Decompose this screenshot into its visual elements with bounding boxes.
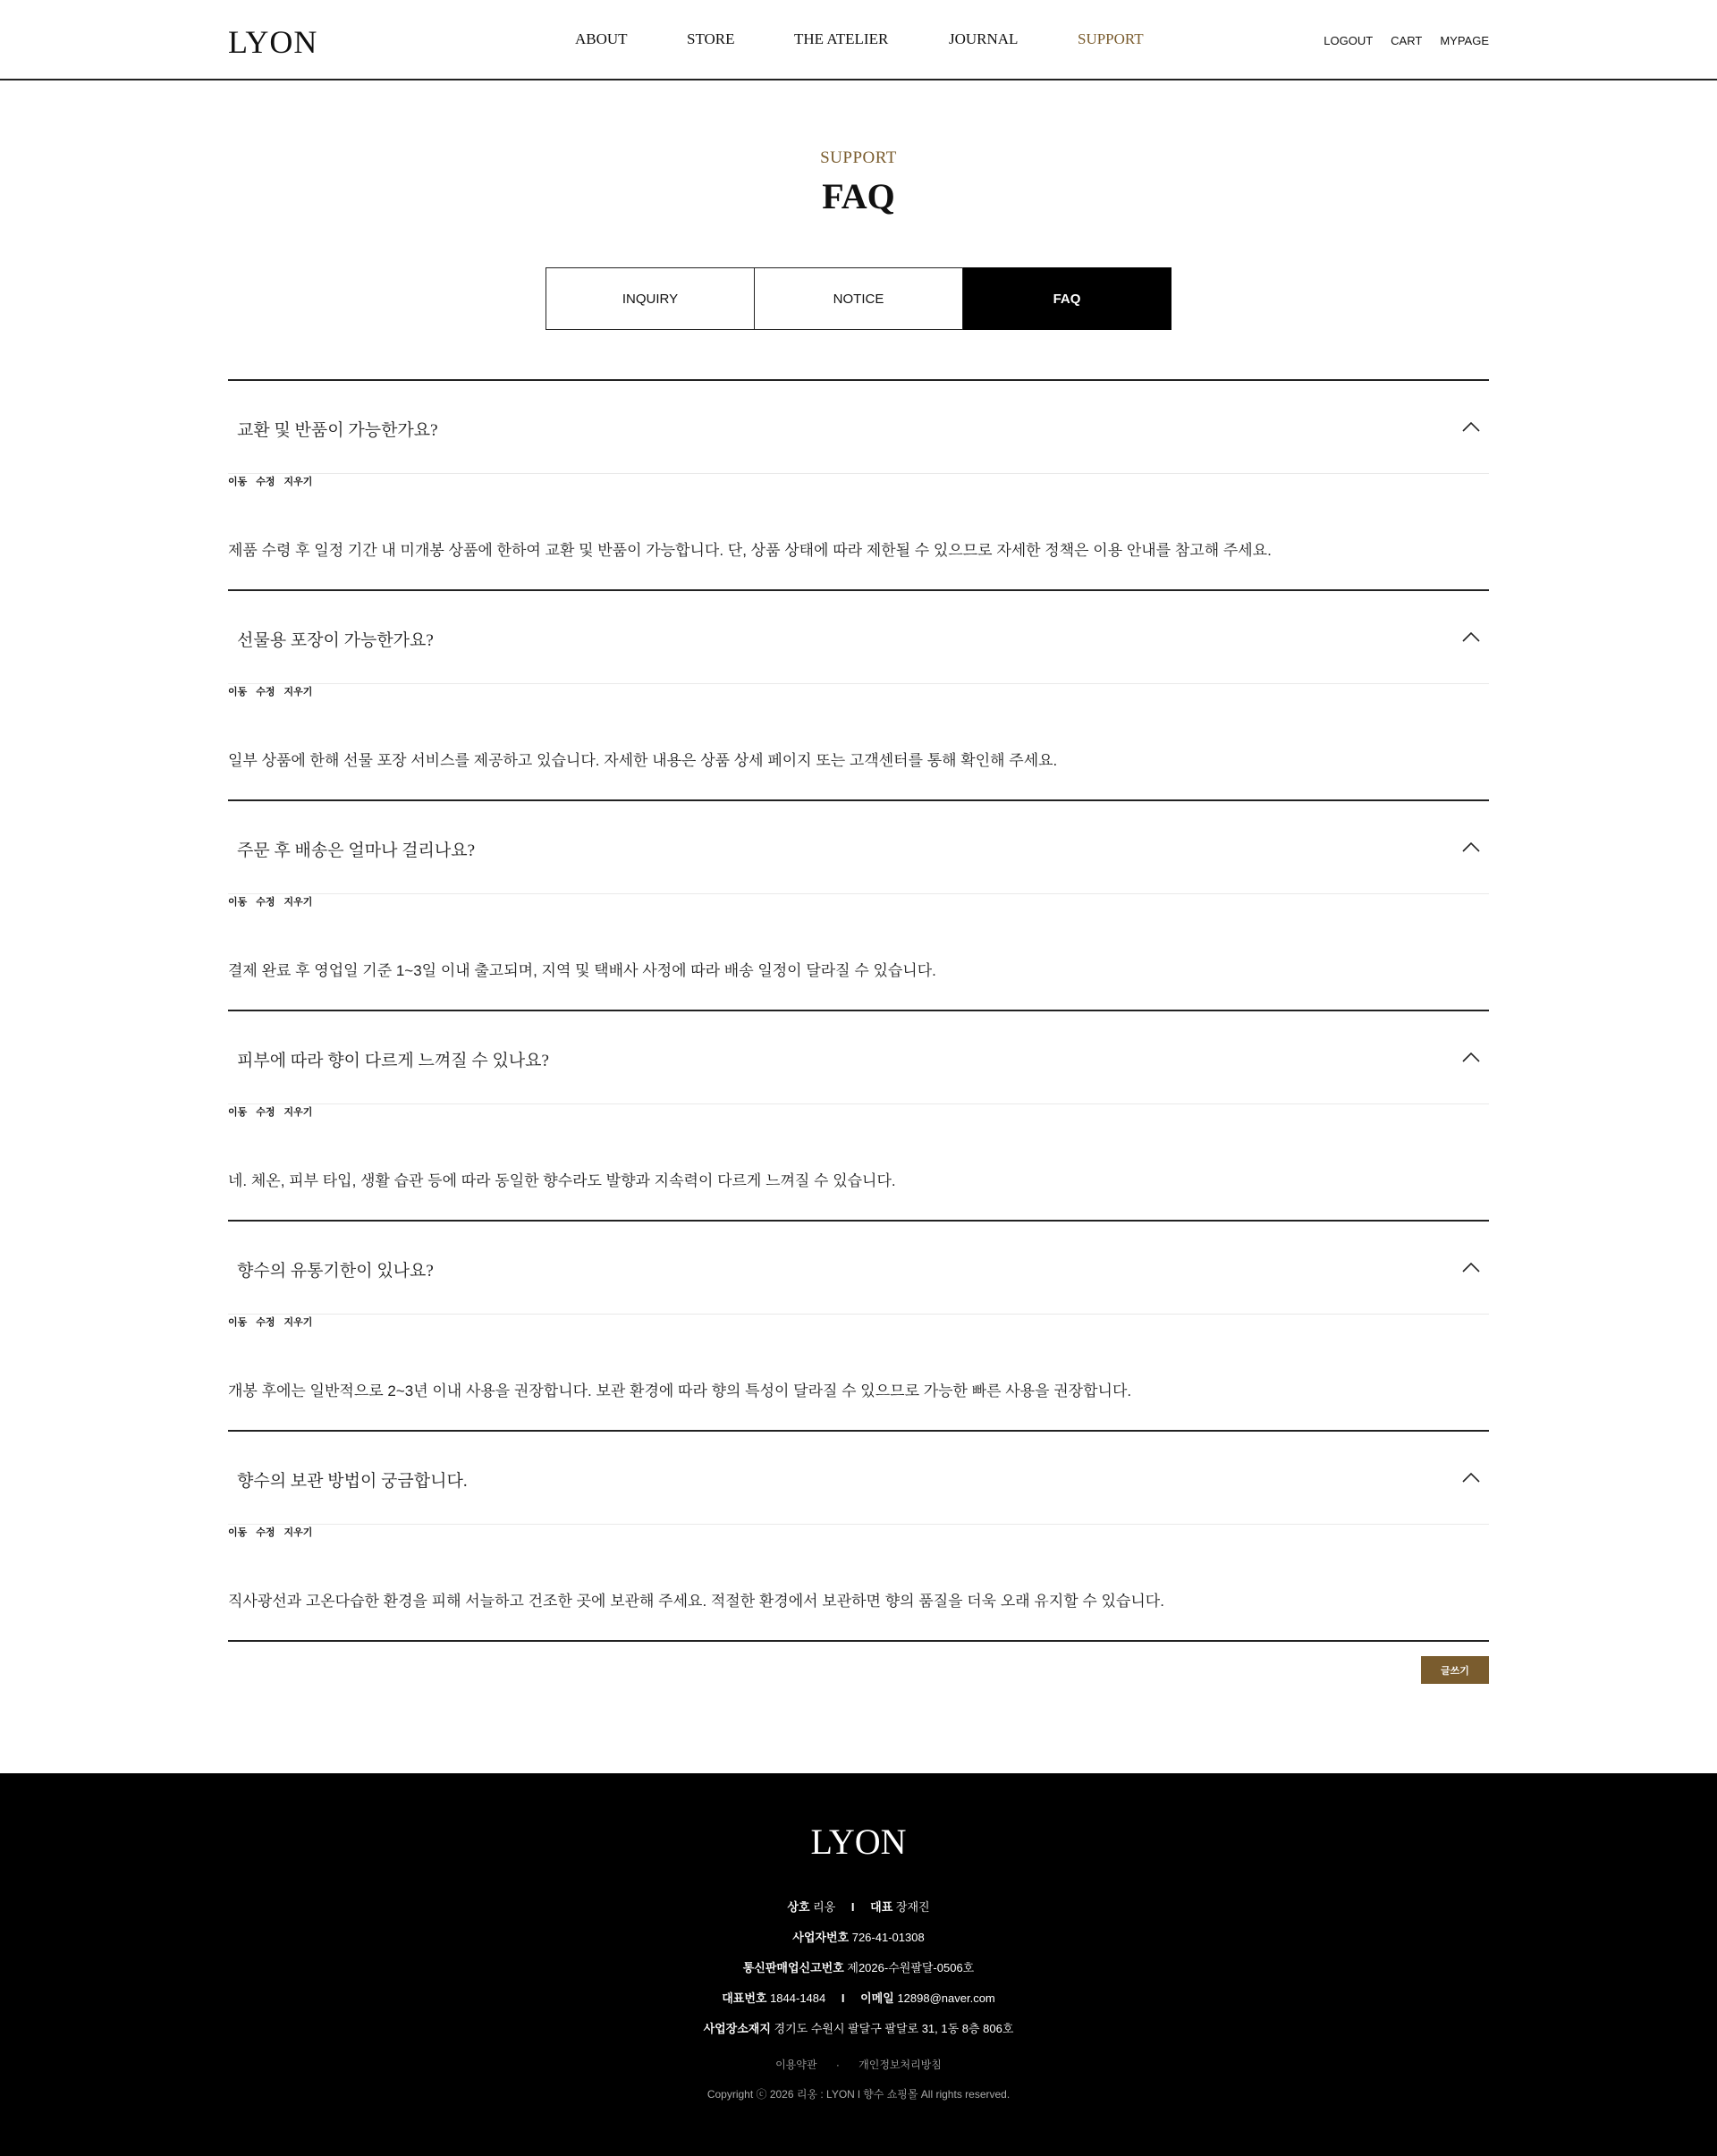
tab-notice[interactable]: NOTICE (755, 267, 963, 330)
tel-value: 1844-1484 (770, 1991, 826, 2005)
faq-question-toggle[interactable] (228, 381, 1489, 474)
write-button[interactable]: 글쓰기 (1421, 1656, 1489, 1684)
faq-question-toggle[interactable] (228, 801, 1489, 894)
move-link[interactable]: 이동 (228, 687, 248, 698)
faq-item (228, 1432, 1489, 1642)
nav-journal[interactable]: JOURNAL (949, 30, 1019, 47)
delete-link[interactable]: 지우기 (283, 1107, 313, 1118)
chevron-up-icon (1462, 1261, 1480, 1273)
chevron-up-icon (1462, 420, 1480, 433)
faq-question: 주문 후 배송은 얼마나 걸리나요? (237, 841, 476, 860)
footer-links (0, 2057, 1717, 2072)
mypage-link[interactable]: MYPAGE (1440, 34, 1489, 47)
delete-link[interactable]: 지우기 (283, 1317, 313, 1328)
mailorder-value: 제2026-수원팔달-0506호 (847, 1961, 975, 1974)
site-logo[interactable]: LYON (228, 24, 318, 60)
move-link[interactable]: 이동 (228, 1527, 248, 1538)
faq-question: 선물용 포장이 가능한가요? (237, 631, 434, 650)
site-footer (0, 1773, 1717, 2156)
delete-link[interactable]: 지우기 (283, 477, 313, 487)
edit-link[interactable]: 수정 (256, 477, 275, 487)
faq-item (228, 1222, 1489, 1432)
email-value: 12898@naver.com (897, 1991, 995, 2005)
tab-inquiry[interactable]: INQUIRY (546, 267, 755, 330)
admin-actions (228, 1104, 312, 1119)
link-separator: · (835, 2059, 840, 2071)
faq-item (228, 381, 1489, 591)
edit-link[interactable]: 수정 (256, 687, 275, 698)
faq-question-toggle[interactable] (228, 1222, 1489, 1315)
move-link[interactable]: 이동 (228, 477, 248, 487)
footer-logo: LYON (810, 1822, 907, 1862)
address-label: 사업장소재지 (703, 2022, 771, 2035)
footer-bizno-line (0, 1928, 1717, 1945)
footer-contact-line (0, 1989, 1717, 2006)
terms-link[interactable]: 이용약관 (775, 2059, 817, 2071)
edit-link[interactable]: 수정 (256, 1107, 275, 1118)
company-label: 상호 (787, 1900, 810, 1914)
delete-link[interactable]: 지우기 (283, 687, 313, 698)
chevron-up-icon (1462, 841, 1480, 853)
edit-link[interactable]: 수정 (256, 1527, 275, 1538)
faq-answer: 일부 상품에 한해 선물 포장 서비스를 제공하고 있습니다. 자세한 내용은 상품 상세 페이지 또는 고객센터를 통해 확인해 주세요. (228, 752, 1058, 769)
move-link[interactable]: 이동 (228, 1317, 248, 1328)
edit-link[interactable]: 수정 (256, 897, 275, 908)
faq-question-toggle[interactable] (228, 591, 1489, 684)
separator: I (850, 1900, 855, 1914)
faq-answer: 제품 수령 후 일정 기간 내 미개봉 상품에 한하여 교환 및 반품이 가능합니다. 단, 상품 상태에 따라 제한될 수 있으므로 자세한 정책은 이용 안내를 참고해 주세요. (228, 542, 1272, 559)
mailorder-label: 통신판매업신고번호 (742, 1961, 844, 1974)
chevron-up-icon (1462, 1051, 1480, 1063)
chevron-up-icon (1462, 630, 1480, 643)
faq-question: 피부에 따라 향이 다르게 느껴질 수 있나요? (237, 1052, 549, 1070)
faq-item (228, 801, 1489, 1011)
privacy-link[interactable]: 개인정보처리방침 (858, 2059, 942, 2071)
move-link[interactable]: 이동 (228, 897, 248, 908)
copyright: Copyright ⓒ 2026 리옹 : LYON l 향수 쇼핑몰 All rights reserved. (706, 2088, 1011, 2101)
admin-actions (228, 684, 312, 698)
tab-faq[interactable]: FAQ (963, 267, 1171, 330)
faq-answer: 네. 체온, 피부 타입, 생활 습관 등에 따라 동일한 향수라도 발향과 지속력이 다르게 느껴질 수 있습니다. (228, 1172, 896, 1189)
delete-link[interactable]: 지우기 (283, 1527, 313, 1538)
separator: I (841, 1991, 845, 2005)
faq-question: 향수의 보관 방법이 궁금합니다. (237, 1472, 468, 1491)
address-value: 경기도 수원시 팔달구 팔달로 31, 1동 8층 806호 (774, 2022, 1014, 2035)
faq-question: 교환 및 반품이 가능한가요? (237, 421, 438, 440)
ceo-name: 장재진 (895, 1900, 930, 1914)
admin-actions (228, 474, 312, 488)
nav-store[interactable]: STORE (687, 30, 735, 47)
page-title: FAQ (822, 176, 895, 216)
tel-label: 대표번호 (722, 1991, 767, 2005)
faq-item (228, 1011, 1489, 1222)
support-tabs (546, 267, 1171, 330)
logout-link[interactable]: LOGOUT (1324, 34, 1374, 47)
footer-address-line (0, 2019, 1717, 2036)
util-menu (1324, 34, 1489, 47)
nav-about[interactable]: ABOUT (575, 30, 628, 47)
faq-question: 향수의 유통기한이 있나요? (237, 1262, 434, 1281)
footer-company-line (0, 1898, 1717, 1915)
delete-link[interactable]: 지우기 (283, 897, 313, 908)
move-link[interactable]: 이동 (228, 1107, 248, 1118)
cart-link[interactable]: CART (1391, 34, 1423, 47)
email-label: 이메일 (860, 1991, 894, 2005)
site-header (0, 0, 1717, 80)
ceo-label: 대표 (870, 1900, 893, 1914)
admin-actions (228, 1315, 312, 1329)
faq-question-toggle[interactable] (228, 1011, 1489, 1104)
admin-actions (228, 894, 312, 909)
chevron-up-icon (1462, 1471, 1480, 1484)
bizno-value: 726-41-01308 (851, 1931, 925, 1944)
faq-question-toggle[interactable] (228, 1432, 1489, 1525)
admin-actions (228, 1525, 312, 1539)
footer-mailorder-line (0, 1958, 1717, 1975)
faq-answer: 직사광선과 고온다습한 환경을 피해 서늘하고 건조한 곳에 보관해 주세요. 적절한 환경에서 보관하면 향의 품질을 더욱 오래 유지할 수 있습니다. (228, 1593, 1164, 1610)
section-label: SUPPORT (820, 148, 897, 167)
faq-list (228, 379, 1489, 1642)
company-name: 리옹 (813, 1900, 836, 1914)
faq-answer: 결제 완료 후 영업일 기준 1~3일 이내 출고되며, 지역 및 택배사 사정에 따라 배송 일정이 달라질 수 있습니다. (228, 962, 936, 979)
edit-link[interactable]: 수정 (256, 1317, 275, 1328)
bizno-label: 사업자번호 (792, 1931, 850, 1944)
faq-answer: 개봉 후에는 일반적으로 2~3년 이내 사용을 권장합니다. 보관 환경에 따라 향의 특성이 달라질 수 있으므로 가능한 빠른 사용을 권장합니다. (228, 1382, 1132, 1399)
nav-the-atelier[interactable]: THE ATELIER (794, 30, 889, 47)
faq-item (228, 591, 1489, 801)
nav-support[interactable]: SUPPORT (1078, 30, 1144, 47)
